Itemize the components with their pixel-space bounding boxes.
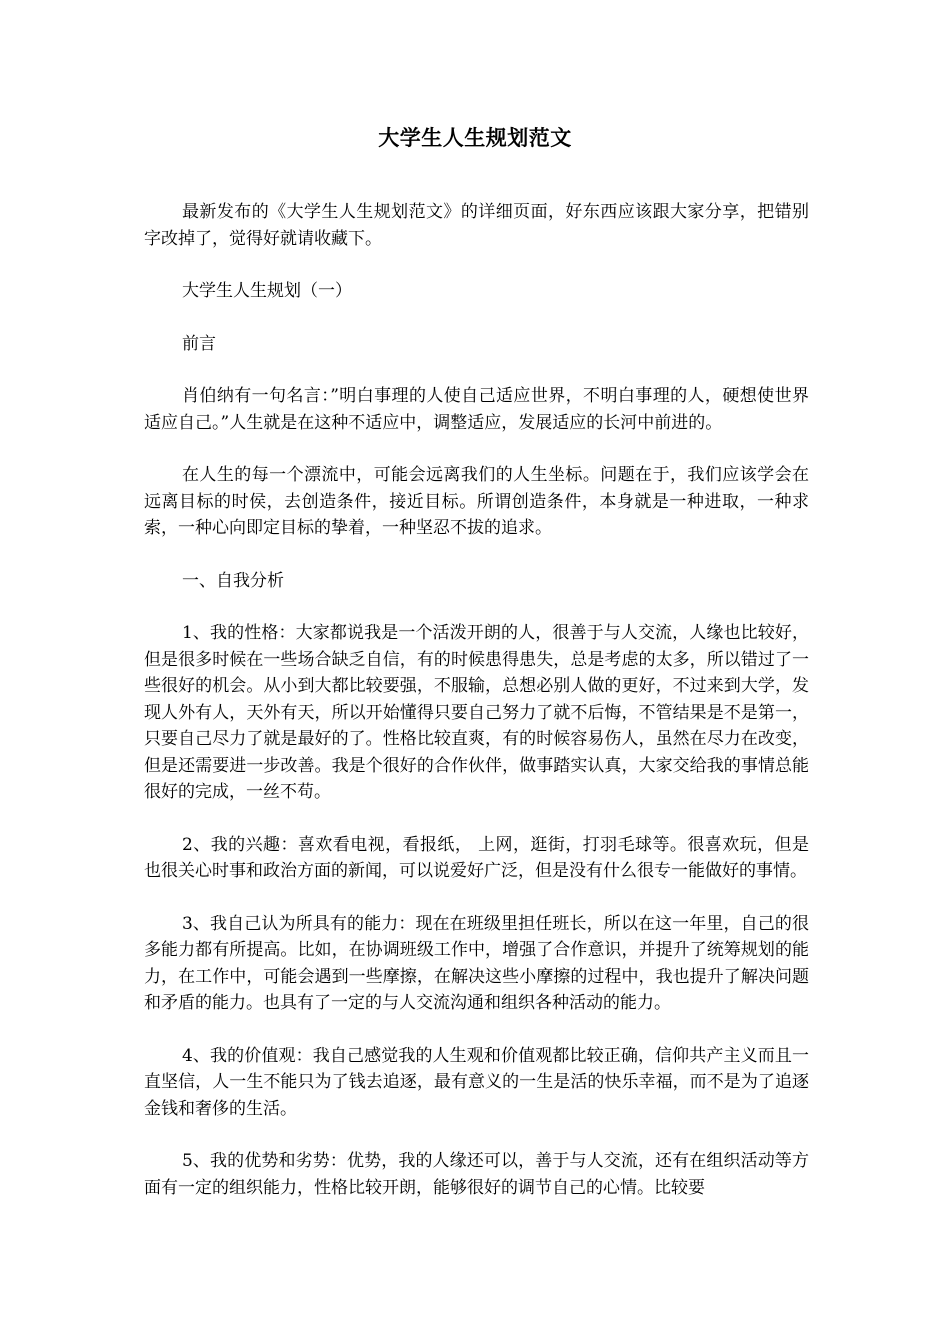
document-title: 大学生人生规划范文 bbox=[378, 126, 572, 150]
intro-paragraph: 最新发布的《大学生人生规划范文》的详细页面，好东西应该跟大家分享，把错别字改掉了，觉得好就请收藏下。 bbox=[144, 202, 809, 249]
document-body bbox=[144, 199, 809, 1227]
abilities-paragraph: 3、我自己认为所具有的能力：现在在班级里担任班长，所以在这一年里，自己的很多能力都有所提高。比如，在协调班级工作中，增强了合作意识，并提升了统筹规划的能力，在工作中，可能会遇到一些摩擦，在解决这些小摩擦的过程中，我也提升了解决问题和矛盾的能力。也具有了一定的与人交流沟通和组织各种活动的能力。 bbox=[144, 913, 809, 1013]
values-paragraph: 4、我的价值观：我自己感觉我的人生观和价值观都比较正确，信仰共产主义而且一直坚信，人一生不能只为了钱去追逐，最有意义的一生是活的快乐幸福，而不是为了追逐金钱和奢侈的生活。 bbox=[144, 1045, 809, 1119]
self-analysis-heading: 一、自我分析 bbox=[182, 570, 284, 591]
personality-paragraph: 1、我的性格：大家都说我是一个活泼开朗的人，很善于与人交流，人缘也比较好，但是很多时候在一些场合缺乏自信，有的时候患得患失，总是考虑的太多，所以错过了一些很好的机会。从小到大都比较要强，不服输，总想必别人做的更好，不过来到大学，发现人外有人，天外有天，所以开始懂得只要自己努力了就不后悔，不管结果是不是第一，只要自己尽力了就是最好的了。性格比较直爽，有的时候容易伤人，虽然在尽力在改变，但是还需要进一步改善。我是个很好的合作伙伴，做事踏实认真，大家交给我的事情总能很好的完成，一丝不苟。 bbox=[144, 623, 809, 802]
strengths-paragraph: 5、我的优势和劣势：优势，我的人缘还可以，善于与人交流，还有在组织活动等方面有一定的组织能力，性格比较开朗，能够很好的调节自己的心情。比较要 bbox=[144, 1151, 809, 1198]
quote-paragraph: 肖伯纳有一句名言：”明白事理的人使自己适应世界，不明白事理的人，硬想使世界适应自己。”人生就是在这种不适应中，调整适应，发展适应的长河中前进的。 bbox=[144, 386, 809, 433]
body-paragraph: 在人生的每一个漂流中，可能会远离我们的人生坐标。问题在于，我们应该学会在远离目标的时侯，去创造条件，接近目标。所谓创造条件，本身就是一种进取，一种求索，一种心向即定目标的挚着，一种坚忍不拔的追求。 bbox=[144, 465, 809, 538]
interests-paragraph: 2、我的兴趣：喜欢看电视，看报纸， 上网，逛街，打羽毛球等。很喜欢玩，但是也很关心时事和政治方面的新闻，可以说爱好广泛，但是没有什么很专一能做好的事情。 bbox=[144, 834, 809, 881]
preface-heading: 前言 bbox=[182, 333, 216, 354]
section-heading: 大学生人生规划（一） bbox=[182, 281, 352, 301]
